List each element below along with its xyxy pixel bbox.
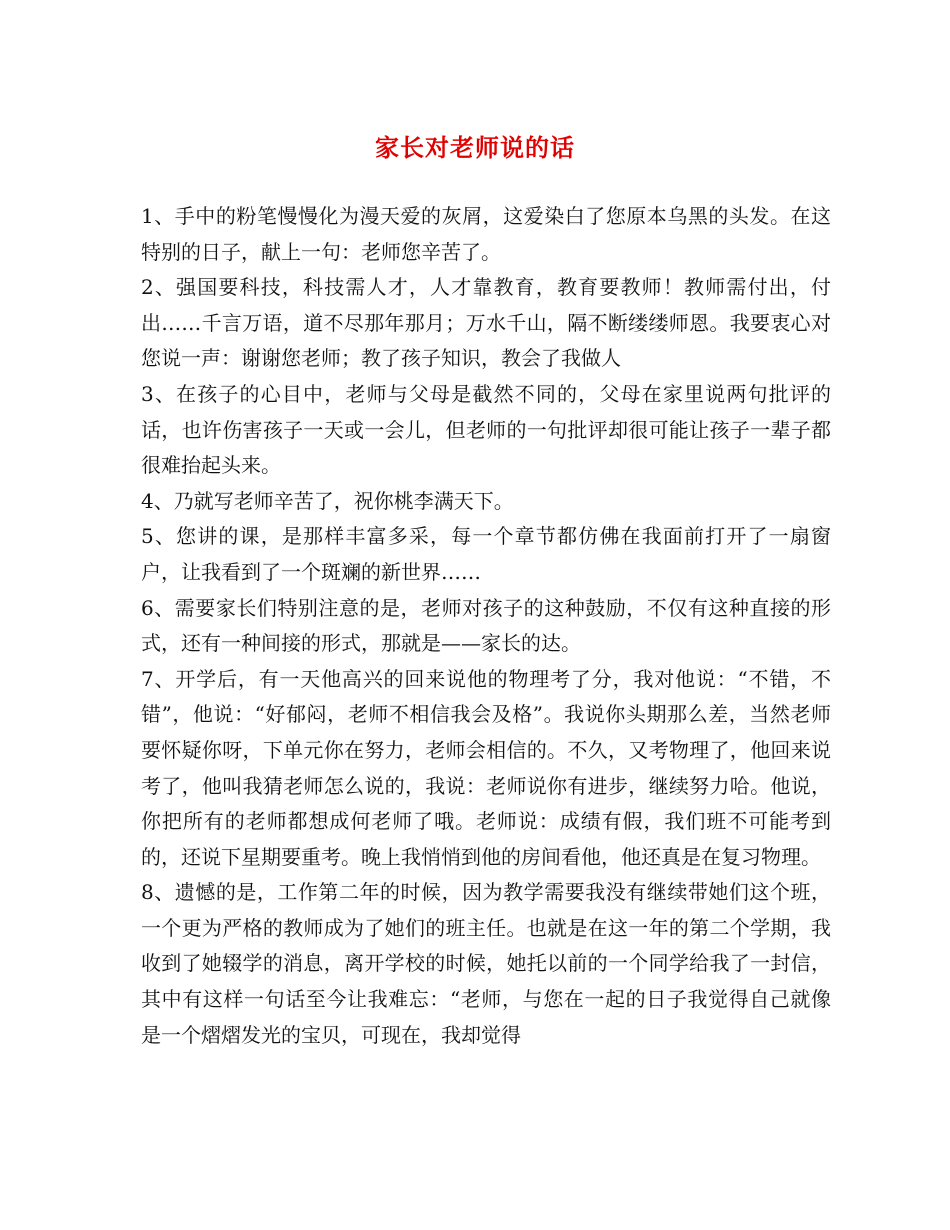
paragraph-1: 1、手中的粉笔慢慢化为漫天爱的灰屑，这爱染白了您原本乌黑的头发。在这特别的日子，献上一句：老师您辛苦了。: [141, 204, 831, 264]
paragraph-5: 5、您讲的课，是那样丰富多采，每一个章节都仿佛在我面前打开了一扇窗户，让我看到了一个斑斓的新世界……: [141, 524, 831, 584]
paragraph-6: 6、需要家长们特别注意的是，老师对孩子的这种鼓励，不仅有这种直接的形式，还有一种间接的形式，那就是——家长的达。: [141, 595, 831, 656]
document-body: [141, 199, 831, 1053]
document-title: 家长对老师说的话: [375, 133, 575, 162]
paragraph-4: 4、乃就写老师辛苦了，祝你桃李满天下。: [141, 488, 514, 513]
paragraph-2: 2、强国要科技，科技需人才，人才靠教育，教育要教师！教师需付出，付出……千言万语，道不尽那年那月；万水千山，隔不断缕缕师恩。我要衷心对您说一声：谢谢您老师；教了孩子知识，教会了我做人: [141, 275, 831, 371]
paragraph-7: 7、开学后，有一天他高兴的回来说他的物理考了分，我对他说：“不错，不错”，他说：“好郁闷，老师不相信我会及格”。我说你头期那么差，当然老师要怀疑你呀，下单元你在努力，老师会相信的。不久，又考物理了，他回来说考了，他叫我猜老师怎么说的，我说：老师说你有进步，继续努力哈。他说，你把所有的老师都想成何老师了哦。老师说：成绩有假，我们班不可能考到的，还说下星期要重考。晚上我悄悄到他的房间看他，他还真是在复习物理。: [141, 666, 831, 869]
paragraph-3: 3、在孩子的心目中，老师与父母是截然不同的，父母在家里说两句批评的话，也许伤害孩子一天或一会儿，但老师的一句批评却很可能让孩子一辈子都很难抬起头来。: [141, 381, 831, 478]
paragraph-8: 8、遗憾的是，工作第二年的时候，因为教学需要我没有继续带她们这个班，一个更为严格的教师成为了她们的班主任。也就是在这一年的第二个学期，我收到了她辍学的消息，离开学校的时候，她托以前的一个同学给我了一封信，其中有这样一句话至今让我难忘：“老师，与您在一起的日子我觉得自己就像是一个熠熠发光的宝贝，可现在，我却觉得: [141, 880, 831, 1047]
